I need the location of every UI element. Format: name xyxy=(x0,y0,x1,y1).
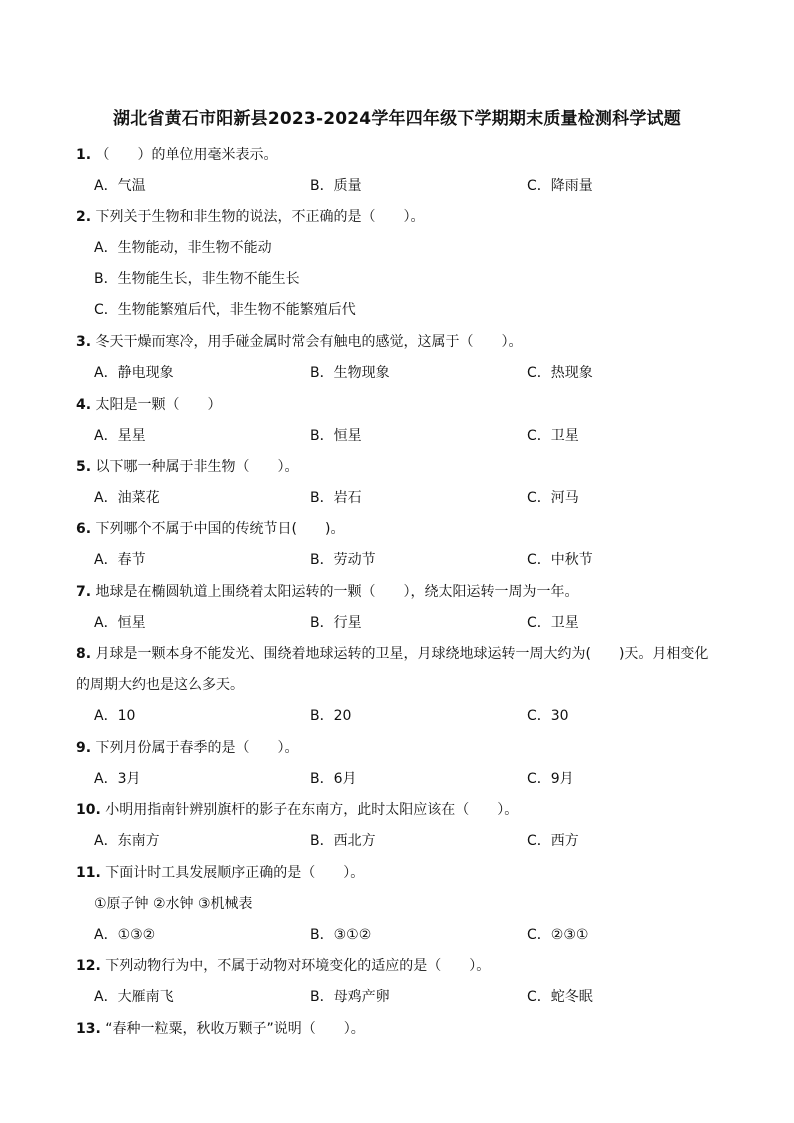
question-11 xyxy=(76,864,364,882)
option-c: C．中秋节 xyxy=(527,552,593,568)
option-a: A．星星 xyxy=(94,428,146,444)
option-b: B．6月 xyxy=(310,771,357,787)
option-c: C．30 xyxy=(527,708,569,724)
question-13 xyxy=(76,1020,365,1038)
option-c: C．河马 xyxy=(527,490,579,506)
question-number: 3. xyxy=(76,334,92,350)
option-b: B．恒星 xyxy=(310,428,362,444)
question-text: 下列动物行为中，不属于动物对环境变化的适应的是（ ）。 xyxy=(105,958,491,974)
option-a: A．恒星 xyxy=(94,615,146,631)
question-7 xyxy=(76,583,579,601)
option-c: C．西方 xyxy=(527,833,579,849)
question-text: 下面计时工具发展顺序正确的是（ ）。 xyxy=(105,865,365,881)
option-a: A．春节 xyxy=(94,552,146,568)
question-sub-items: ①原子钟 ②水钟 ③机械表 xyxy=(94,896,253,912)
question-number: 9. xyxy=(76,740,92,756)
option-c: C．②③① xyxy=(527,927,589,943)
option-c: C．热现象 xyxy=(527,365,593,381)
question-text: 月球是一颗本身不能发光、围绕着地球运转的卫星，月球绕地球运转一周大约为( )天。月相变化 xyxy=(95,646,709,662)
question-text: 下列哪个不属于中国的传统节日( )。 xyxy=(95,521,345,537)
question-number: 7. xyxy=(76,584,92,600)
question-8 xyxy=(76,645,708,663)
question-text: （ ）的单位用毫米表示。 xyxy=(95,147,278,163)
option-a: A．大雁南飞 xyxy=(94,989,174,1005)
option-b: B．③①② xyxy=(310,927,372,943)
question-text: 太阳是一颗（ ） xyxy=(95,397,222,413)
option-c: C．生物能繁殖后代，非生物不能繁殖后代 xyxy=(94,302,356,318)
option-b: B．岩石 xyxy=(310,490,362,506)
option-c: C．降雨量 xyxy=(527,178,593,194)
option-c: C．卫星 xyxy=(527,615,579,631)
question-number: 10. xyxy=(76,802,101,818)
question-9 xyxy=(76,739,299,757)
option-a: A．气温 xyxy=(94,178,146,194)
question-number: 1. xyxy=(76,147,92,163)
option-b: B．母鸡产卵 xyxy=(310,989,390,1005)
option-a: A．①③② xyxy=(94,927,156,943)
option-c: C．卫星 xyxy=(527,428,579,444)
question-number: 2. xyxy=(76,209,92,225)
question-number: 6. xyxy=(76,521,92,537)
page-title: 湖北省黄石市阳新县2023-2024学年四年级下学期期末质量检测科学试题 xyxy=(113,109,681,129)
question-text: 下列关于生物和非生物的说法，不正确的是（ ）。 xyxy=(95,209,425,225)
question-3 xyxy=(76,333,523,351)
option-c: C．蛇冬眠 xyxy=(527,989,593,1005)
question-number: 13. xyxy=(76,1021,101,1037)
question-1 xyxy=(76,146,278,164)
option-a: A．静电现象 xyxy=(94,365,174,381)
option-a: A．油菜花 xyxy=(94,490,160,506)
question-number: 12. xyxy=(76,958,101,974)
question-text: 地球是在椭圆轨道上围绕着太阳运转的一颗（ ），绕太阳运转一周为一年。 xyxy=(95,584,579,600)
option-b: B．质量 xyxy=(310,178,362,194)
option-a: A．东南方 xyxy=(94,833,160,849)
question-5 xyxy=(76,458,299,476)
option-b: B．20 xyxy=(310,708,352,724)
option-a: A．10 xyxy=(94,708,136,724)
question-text: 以下哪一种属于非生物（ ）。 xyxy=(95,459,299,475)
option-b: B．西北方 xyxy=(310,833,376,849)
question-text-continued: 的周期大约也是这么多天。 xyxy=(76,677,244,693)
option-a: A．3月 xyxy=(94,771,141,787)
question-text: 冬天干燥而寒冷，用手碰金属时常会有触电的感觉，这属于（ ）。 xyxy=(95,334,523,350)
option-b: B．行星 xyxy=(310,615,362,631)
question-number: 5. xyxy=(76,459,92,475)
option-b: B．劳动节 xyxy=(310,552,376,568)
question-number: 11. xyxy=(76,865,101,881)
question-number: 8. xyxy=(76,646,92,662)
option-b: B．生物能生长，非生物不能生长 xyxy=(94,271,300,287)
question-4 xyxy=(76,396,222,414)
question-number: 4. xyxy=(76,397,92,413)
question-text: 小明用指南针辨别旗杆的影子在东南方，此时太阳应该在（ ）。 xyxy=(105,802,519,818)
question-10 xyxy=(76,801,518,819)
question-2 xyxy=(76,208,425,226)
option-c: C．9月 xyxy=(527,771,574,787)
question-text: “春种一粒粟，秋收万颗子”说明（ ）。 xyxy=(105,1021,365,1037)
question-6 xyxy=(76,520,344,538)
question-12 xyxy=(76,957,490,975)
question-text: 下列月份属于春季的是（ ）。 xyxy=(95,740,299,756)
option-a: A．生物能动，非生物不能动 xyxy=(94,240,272,256)
option-b: B．生物现象 xyxy=(310,365,390,381)
